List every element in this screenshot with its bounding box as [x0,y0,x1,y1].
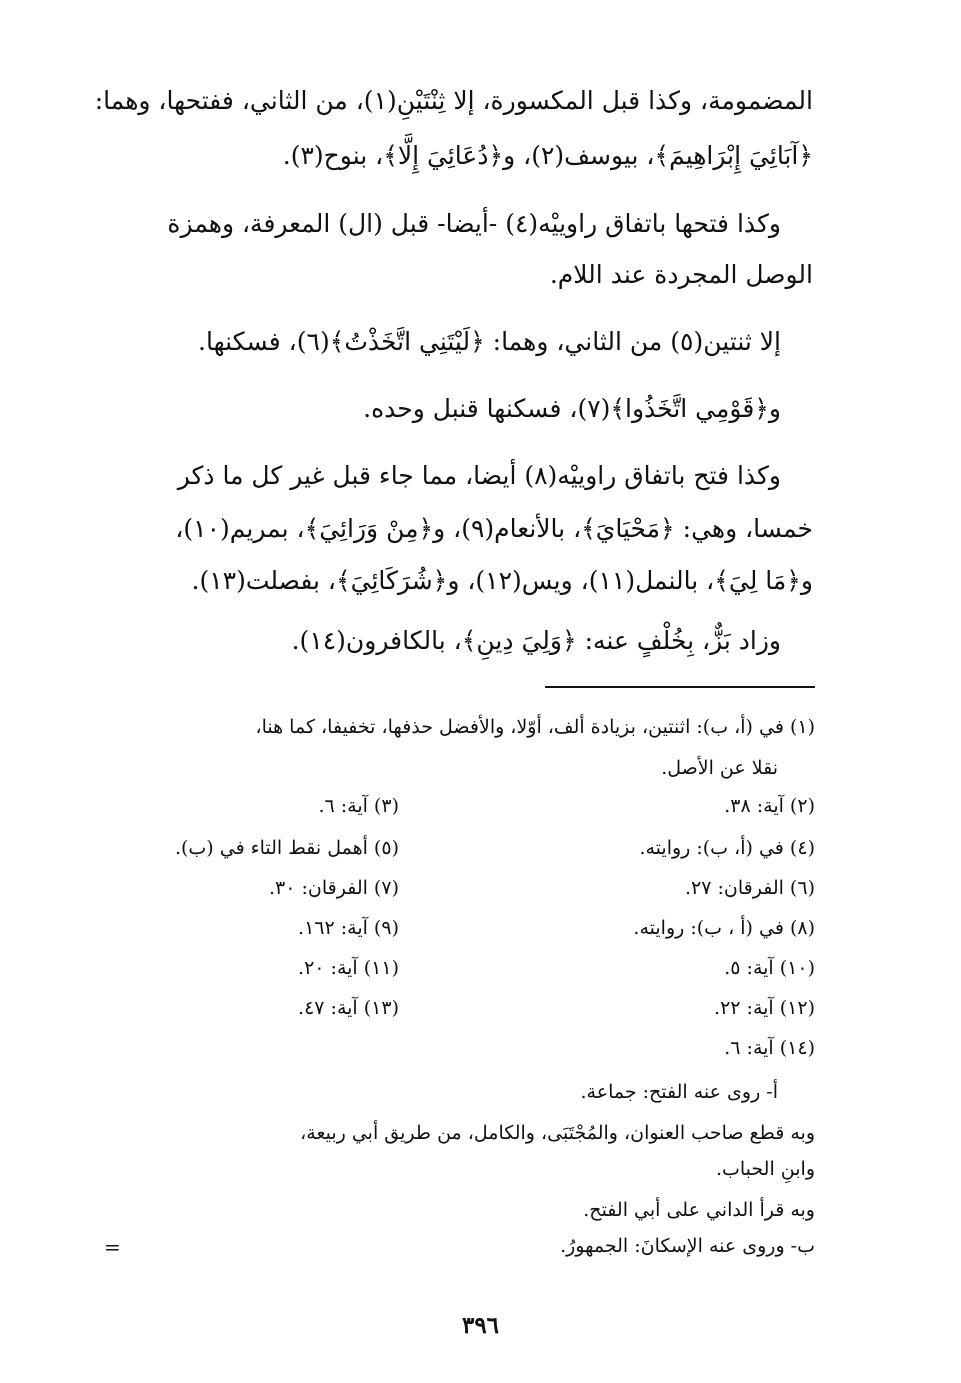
footnote-right: (١٢) آية: ٢٢. [714,997,815,1019]
footnote-right: (٦) الفرقان: ٢٧. [685,877,815,899]
footnote-right: (٤) في (أ، ب): روايته. [639,837,815,859]
main-text-line-2: ﴿آبَائِيَ إِبْرَاهِيمَ﴾، بيوسف(٢)، و﴿دُعَائِيَ إِلَّا﴾، بنوح(٣). [282,141,813,170]
footnote-left: (١١) آية: ٢٠. [298,957,399,979]
note-line-4: وبه قرأ الداني على أبي الفتح. [583,1199,815,1221]
note-line-2: وبه قطع صاحب العنوان، والمُجْتَبَى، والكامل، من طريق أبي ربيعة، [300,1122,815,1144]
footnote-right: (٨) في (أ ، ب): روايته. [633,917,815,939]
main-text-line-9: و﴿مَا لِيَ﴾، بالنمل(١١)، ويس(١٢)، و﴿شُرَكَائِيَ﴾، بفصلت(١٣). [191,566,813,595]
note-line-1: أ- روى عنه الفتح: جماعة. [580,1081,778,1103]
footnote-left: (٣) آية: ٦. [318,795,399,817]
footnote-1-line-2: نقلا عن الأصل. [661,757,778,779]
main-text-line-8: خمسا، وهي: ﴿مَحْيَايَ﴾، بالأنعام(٩)، و﴿مِنْ وَرَائِيَ﴾، بمريم(١٠)، [175,514,813,543]
footnote-separator [545,686,815,688]
page-number: ٣٩٦ [461,1312,500,1339]
main-text-line-4: الوصل المجردة عند اللام. [549,260,813,289]
main-text-line-3: وكذا فتحها باتفاق راوييْه(٤) -أيضا- قبل (ال) المعرفة، وهمزة [167,209,781,238]
footnote-right: (٢) آية: ٣٨. [724,795,815,817]
footnote-1-line-1: (١) في (أ، ب): اثنتين، بزيادة ألف، أوّلا، والأفضل حذفها، تخفيفا، كما هنا، [255,716,815,738]
main-text-line-1: المضمومة، وكذا قبل المكسورة، إلا ثِنْتَيْنِ(١)، من الثاني، ففتحها، وهما: [94,86,813,115]
note-line-3: وابنِ الحباب. [715,1158,815,1180]
note-line-5: ب- وروى عنه الإسكانَ: الجمهورُ. [560,1235,815,1257]
footnote-left: (٩) آية: ١٦٢. [298,917,399,939]
footnote-right: (١٠) آية: ٥. [724,957,815,979]
footnote-left: (١٣) آية: ٤٧. [298,997,399,1019]
continuation-mark: = [104,1235,121,1259]
main-text-line-6: و﴿قَوْمِي اتَّخَذُوا﴾(٧)، فسكنها قنبل وحده. [363,394,781,423]
footnote-right: (١٤) آية: ٦. [724,1037,815,1059]
footnote-left: (٥) أهمل نقط التاء في (ب). [174,837,399,859]
main-text-line-10: وزاد بَزٌّ، بِخُلْفٍ عنه: ﴿وَلِيَ دِينِ﴾، بالكافرون(١٤). [291,626,781,655]
main-text-line-7: وكذا فتح باتفاق راوييْه(٨) أيضا، مما جاء قبل غير كل ما ذكر [177,461,781,490]
footnote-left: (٧) الفرقان: ٣٠. [269,877,399,899]
main-text-line-5: إلا ثنتين(٥) من الثاني، وهما: ﴿لَيْتَنِي اتَّخَذْتُ﴾(٦)، فسكنها. [198,327,781,356]
